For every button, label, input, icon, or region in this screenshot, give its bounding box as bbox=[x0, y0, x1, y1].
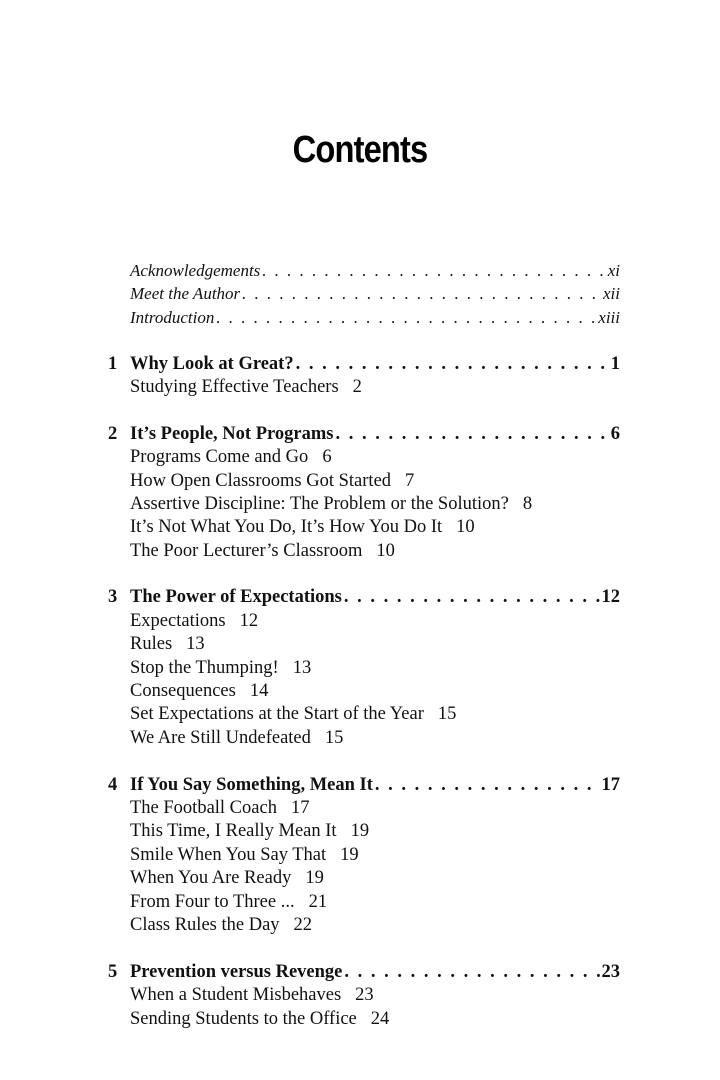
section-entry[interactable] bbox=[130, 1008, 620, 1031]
section-title: The Poor Lecturer’s Classroom bbox=[130, 540, 363, 561]
dot-leader bbox=[344, 586, 600, 609]
table-of-contents bbox=[108, 259, 620, 1031]
chapter-entry[interactable] bbox=[108, 961, 620, 984]
section-page-number: 23 bbox=[355, 985, 374, 1006]
section-entry[interactable] bbox=[130, 820, 620, 843]
spacer bbox=[130, 750, 620, 773]
chapter-title: It’s People, Not Programs bbox=[130, 423, 334, 444]
chapter-title: Why Look at Great? bbox=[130, 353, 294, 374]
section-entry[interactable] bbox=[130, 540, 620, 563]
chapter-list bbox=[108, 329, 620, 1031]
section-page-number: 15 bbox=[324, 727, 344, 748]
chapter-number: 5 bbox=[108, 961, 118, 982]
chapter-number: 2 bbox=[108, 423, 118, 444]
dot-leader bbox=[296, 353, 609, 376]
section-page-number: 6 bbox=[322, 447, 332, 468]
section-title: From Four to Three ... bbox=[130, 891, 295, 912]
section-page-number: 13 bbox=[292, 657, 312, 678]
section-entry[interactable] bbox=[130, 633, 620, 656]
section-entry[interactable] bbox=[130, 703, 620, 726]
section-page-number: 7 bbox=[405, 470, 415, 491]
spacer bbox=[130, 399, 620, 422]
chapter-entry[interactable] bbox=[108, 353, 620, 376]
section-page-number: 14 bbox=[249, 681, 269, 702]
section-entry[interactable] bbox=[130, 516, 620, 539]
section-title: How Open Classrooms Got Started bbox=[130, 470, 392, 491]
section-entry[interactable] bbox=[130, 610, 620, 633]
section-entry[interactable] bbox=[130, 984, 620, 1007]
chapter-number: 3 bbox=[108, 587, 118, 608]
section-entry[interactable] bbox=[130, 657, 620, 680]
section-title: Smile When You Say That bbox=[130, 844, 327, 865]
section-entry[interactable] bbox=[130, 493, 620, 516]
section-title: Class Rules the Day bbox=[130, 914, 280, 935]
chapter-title: The Power of Expectations bbox=[130, 587, 342, 608]
section-page-number: 22 bbox=[293, 914, 313, 935]
entry-title: Meet the Author bbox=[130, 284, 241, 304]
section-page-number: 15 bbox=[437, 704, 457, 725]
dot-leader bbox=[262, 259, 605, 282]
chapter-number: 4 bbox=[108, 774, 118, 795]
chapter-page-number: 12 bbox=[601, 587, 620, 608]
section-page-number: 10 bbox=[456, 517, 475, 538]
chapter-entry[interactable] bbox=[108, 423, 620, 446]
front-matter-entry[interactable] bbox=[130, 306, 620, 329]
section-title: Expectations bbox=[130, 610, 226, 631]
front-matter-entry[interactable] bbox=[130, 282, 620, 305]
spacer bbox=[130, 329, 620, 352]
front-matter-list bbox=[130, 259, 620, 329]
section-entry[interactable] bbox=[130, 844, 620, 867]
page-title: Contents bbox=[292, 129, 428, 172]
entry-page-number: xii bbox=[603, 284, 620, 304]
section-page-number: 2 bbox=[352, 376, 362, 397]
section-title: Programs Come and Go bbox=[130, 447, 309, 468]
spacer bbox=[130, 937, 620, 960]
section-title: Consequences bbox=[130, 681, 236, 702]
chapter-page-number: 6 bbox=[610, 423, 620, 444]
section-title: Set Expectations at the Start of the Year bbox=[130, 704, 424, 725]
entry-title: Acknowledgements bbox=[130, 261, 261, 280]
front-matter-entry[interactable] bbox=[130, 259, 620, 282]
chapter-page-number: 23 bbox=[601, 961, 620, 982]
section-entry[interactable] bbox=[130, 727, 620, 750]
section-title: Rules bbox=[130, 634, 173, 655]
chapter-number: 1 bbox=[108, 353, 118, 374]
section-title: Sending Students to the Office bbox=[130, 1008, 357, 1029]
section-title: We Are Still Undefeated bbox=[130, 727, 311, 748]
section-entry[interactable] bbox=[130, 867, 620, 890]
section-entry[interactable] bbox=[130, 680, 620, 703]
section-entry[interactable] bbox=[130, 797, 620, 820]
section-entry[interactable] bbox=[130, 891, 620, 914]
section-page-number: 17 bbox=[290, 797, 310, 818]
section-entry[interactable] bbox=[130, 446, 620, 469]
section-title: Stop the Thumping! bbox=[130, 657, 279, 678]
section-page-number: 24 bbox=[370, 1008, 390, 1029]
section-title: When a Student Misbehaves bbox=[130, 985, 342, 1006]
section-entry[interactable] bbox=[130, 376, 620, 399]
section-page-number: 12 bbox=[239, 610, 259, 631]
chapter-entry[interactable] bbox=[108, 774, 620, 797]
section-title: Assertive Discipline: The Problem or the Solution? bbox=[130, 493, 509, 514]
section-title: This Time, I Really Mean It bbox=[130, 821, 337, 842]
section-page-number: 19 bbox=[340, 844, 359, 865]
entry-page-number: xi bbox=[607, 261, 620, 280]
section-title: Studying Effective Teachers bbox=[130, 376, 339, 397]
chapter-title: Prevention versus Revenge bbox=[130, 961, 343, 982]
section-title: When You Are Ready bbox=[130, 868, 292, 889]
section-page-number: 19 bbox=[350, 821, 370, 842]
chapter-page-number: 17 bbox=[601, 774, 620, 795]
chapter-title: If You Say Something, Mean It bbox=[130, 774, 373, 795]
entry-page-number: xiii bbox=[598, 307, 620, 327]
section-page-number: 10 bbox=[376, 540, 395, 561]
section-page-number: 8 bbox=[522, 493, 533, 514]
section-page-number: 13 bbox=[186, 634, 205, 655]
section-title: The Football Coach bbox=[130, 797, 277, 818]
chapter-page-number: 1 bbox=[610, 353, 620, 374]
dot-leader bbox=[216, 306, 596, 329]
entry-title: Introduction bbox=[130, 307, 215, 327]
section-page-number: 21 bbox=[308, 891, 328, 912]
dot-leader bbox=[375, 774, 600, 797]
spacer bbox=[130, 563, 620, 586]
dot-leader bbox=[242, 282, 601, 305]
chapter-entry[interactable] bbox=[108, 586, 620, 609]
section-entry[interactable] bbox=[130, 914, 620, 937]
section-page-number: 19 bbox=[305, 868, 324, 889]
section-title: It’s Not What You Do, It’s How You Do It bbox=[130, 517, 443, 538]
section-entry[interactable] bbox=[130, 470, 620, 493]
dot-leader bbox=[344, 961, 599, 984]
dot-leader bbox=[335, 423, 608, 446]
